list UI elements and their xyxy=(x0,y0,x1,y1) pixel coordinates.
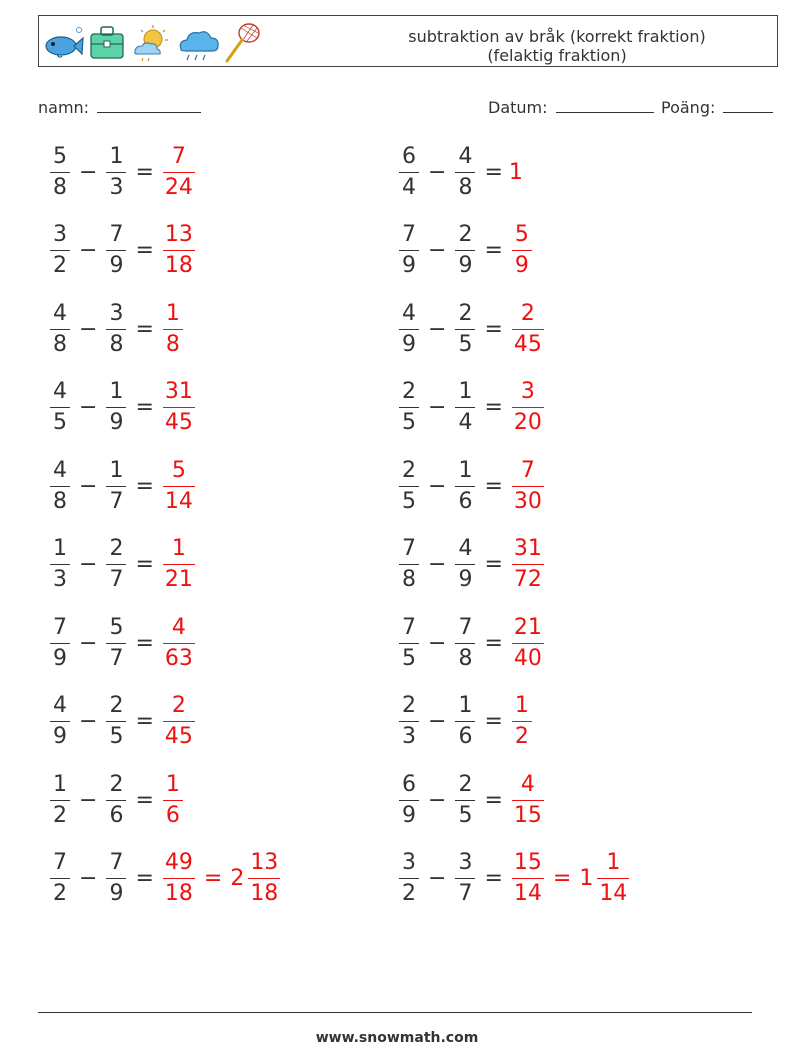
numerator: 4 xyxy=(53,379,67,404)
date-field xyxy=(488,96,654,117)
denominator: 5 xyxy=(399,643,419,672)
footer-url: www.snowmath.com xyxy=(315,1030,479,1046)
equals-sign: = xyxy=(135,395,154,420)
fraction-b xyxy=(106,144,126,201)
minus-sign: − xyxy=(428,473,447,499)
equals-sign: = xyxy=(135,630,154,656)
numerator: 2 xyxy=(109,771,124,797)
equals-sign: = xyxy=(484,159,503,185)
problem-item xyxy=(396,378,547,438)
numerator: 4 xyxy=(402,300,416,326)
fraction-b xyxy=(106,301,126,358)
denominator: 6 xyxy=(106,800,126,829)
numerator: 4 xyxy=(171,614,186,640)
numerator: 3 xyxy=(458,850,473,875)
minus-sign: − xyxy=(428,316,447,342)
denominator: 5 xyxy=(399,486,419,515)
answer-fraction xyxy=(512,458,544,515)
minus-sign: − xyxy=(79,473,98,499)
fraction-a xyxy=(50,379,70,436)
problem-item xyxy=(47,535,198,595)
equals-sign: = xyxy=(484,866,503,891)
numerator: 21 xyxy=(513,614,542,640)
fraction-a xyxy=(399,772,419,829)
fraction-b xyxy=(455,222,475,279)
numerator: 4 xyxy=(520,771,535,797)
denominator: 7 xyxy=(106,486,126,515)
denominator: 14 xyxy=(512,878,544,907)
worksheet-title xyxy=(377,27,737,65)
denominator: 9 xyxy=(455,250,475,279)
equals-sign: = xyxy=(484,552,503,577)
numerator: 2 xyxy=(458,300,473,326)
fraction-b xyxy=(455,144,475,201)
numerator: 1 xyxy=(53,771,67,797)
denominator: 18 xyxy=(163,878,195,907)
denominator: 9 xyxy=(106,878,126,907)
problem-item xyxy=(47,221,198,281)
answer-fraction xyxy=(163,144,195,201)
minus-sign: − xyxy=(79,552,98,577)
fraction-b xyxy=(455,850,475,907)
fraction-a xyxy=(50,772,70,829)
fraction-a xyxy=(399,222,419,279)
answer-fraction xyxy=(512,301,544,358)
denominator: 14 xyxy=(163,486,195,515)
numerator: 7 xyxy=(53,850,67,875)
denominator: 6 xyxy=(163,800,183,829)
answer-fraction xyxy=(163,693,195,750)
denominator: 3 xyxy=(399,721,419,750)
answer-fraction xyxy=(163,301,183,358)
answer-fraction xyxy=(163,615,195,672)
title-line-2: (felaktig fraktion) xyxy=(487,46,627,65)
mixed-fraction xyxy=(248,850,280,907)
numerator: 1 xyxy=(458,693,473,718)
header-icons xyxy=(41,19,261,65)
denominator: 2 xyxy=(399,878,419,907)
denominator: 5 xyxy=(106,721,126,750)
minus-sign: − xyxy=(428,395,447,420)
denominator: 9 xyxy=(50,721,70,750)
minus-sign: − xyxy=(79,238,98,263)
fraction-b xyxy=(106,772,126,829)
score-field xyxy=(661,96,773,117)
denominator: 63 xyxy=(163,643,195,672)
fraction-b xyxy=(106,222,126,279)
denominator: 5 xyxy=(455,329,475,358)
numerator: 49 xyxy=(164,850,193,875)
numerator: 6 xyxy=(402,143,416,169)
equals-sign: = xyxy=(484,787,503,813)
denominator: 18 xyxy=(248,878,280,907)
denominator: 24 xyxy=(163,172,195,201)
minus-sign: − xyxy=(79,866,98,891)
numerator: 1 xyxy=(165,771,180,797)
denominator: 2 xyxy=(50,878,70,907)
denominator: 40 xyxy=(512,643,544,672)
numerator: 3 xyxy=(53,222,67,247)
numerator: 3 xyxy=(520,379,535,404)
numerator: 1 xyxy=(165,300,180,326)
answer-fraction xyxy=(512,850,544,907)
denominator: 7 xyxy=(106,643,126,672)
equals-sign: = xyxy=(135,787,154,813)
mixed-whole: 1 xyxy=(579,866,594,891)
problem-item xyxy=(396,770,547,830)
fraction-a xyxy=(50,144,70,201)
denominator: 9 xyxy=(399,329,419,358)
denominator: 9 xyxy=(50,643,70,672)
denominator: 8 xyxy=(163,329,183,358)
fraction-b xyxy=(455,536,475,593)
problem-item xyxy=(396,142,523,202)
fraction-a xyxy=(50,458,70,515)
minus-sign: − xyxy=(428,709,447,734)
answer-fraction xyxy=(163,458,195,515)
denominator: 5 xyxy=(399,407,419,436)
denominator: 6 xyxy=(455,721,475,750)
name-field xyxy=(38,96,201,117)
numerator: 1 xyxy=(109,457,124,483)
footer-divider xyxy=(38,1012,752,1013)
numerator: 7 xyxy=(402,222,416,247)
problem-item xyxy=(396,456,547,516)
equals-sign: = xyxy=(484,395,503,420)
numerator: 2 xyxy=(458,222,473,247)
denominator: 3 xyxy=(50,564,70,593)
numerator: 15 xyxy=(513,850,542,875)
answer-fraction xyxy=(512,615,544,672)
equals-sign: = xyxy=(135,159,154,185)
minus-sign: − xyxy=(79,709,98,734)
numerator: 2 xyxy=(458,771,473,797)
numerator: 3 xyxy=(109,300,124,326)
net-icon xyxy=(223,20,261,64)
minus-sign: − xyxy=(428,630,447,656)
problem-item xyxy=(47,613,198,673)
numerator: 7 xyxy=(402,536,416,561)
numerator: 4 xyxy=(53,300,67,326)
fraction-a xyxy=(50,301,70,358)
numerator: 1 xyxy=(109,379,124,404)
answer-fraction xyxy=(163,379,195,436)
equals-sign: = xyxy=(135,238,154,263)
problem-item xyxy=(396,535,547,595)
answer-whole: 1 xyxy=(508,159,523,185)
numerator: 7 xyxy=(171,143,186,169)
numerator: 4 xyxy=(53,457,67,483)
denominator: 45 xyxy=(163,407,195,436)
denominator: 4 xyxy=(399,172,419,201)
fraction-b xyxy=(455,615,475,672)
numerator: 7 xyxy=(458,614,473,640)
numerator: 4 xyxy=(53,693,67,718)
minus-sign: − xyxy=(428,238,447,263)
minus-sign: − xyxy=(428,787,447,813)
numerator: 2 xyxy=(109,536,124,561)
fraction-b xyxy=(455,693,475,750)
equals-sign-mixed: = xyxy=(203,866,223,891)
sun-cloud-icon xyxy=(129,22,173,62)
denominator: 8 xyxy=(50,329,70,358)
denominator: 15 xyxy=(512,800,544,829)
fraction-a xyxy=(50,536,70,593)
minus-sign: − xyxy=(79,316,98,342)
title-line-1: subtraktion av bråk (korrekt fraktion) xyxy=(408,27,706,46)
fish-icon xyxy=(41,22,85,62)
denominator: 7 xyxy=(455,878,475,907)
fraction-b xyxy=(455,458,475,515)
fraction-b xyxy=(106,536,126,593)
fraction-b xyxy=(106,693,126,750)
numerator: 7 xyxy=(109,850,124,875)
equals-sign: = xyxy=(484,316,503,342)
fraction-b xyxy=(106,615,126,672)
problem-item xyxy=(47,849,283,909)
numerator: 7 xyxy=(520,457,535,483)
numerator: 1 xyxy=(53,536,67,561)
equals-sign: = xyxy=(484,238,503,263)
denominator: 7 xyxy=(106,564,126,593)
fraction-a xyxy=(50,222,70,279)
numerator: 31 xyxy=(513,536,542,561)
equals-sign: = xyxy=(135,473,154,499)
numerator: 1 xyxy=(171,536,186,561)
numerator: 7 xyxy=(109,222,124,247)
numerator: 7 xyxy=(402,614,416,640)
numerator: 5 xyxy=(53,143,67,169)
numerator: 31 xyxy=(164,379,193,404)
denominator: 8 xyxy=(106,329,126,358)
denominator: 14 xyxy=(597,878,629,907)
numerator: 6 xyxy=(402,771,416,797)
denominator: 5 xyxy=(50,407,70,436)
numerator: 2 xyxy=(402,379,416,404)
minus-sign: − xyxy=(428,552,447,577)
denominator: 2 xyxy=(50,250,70,279)
numerator: 1 xyxy=(606,850,621,875)
denominator: 8 xyxy=(50,172,70,201)
answer-fraction xyxy=(163,850,195,907)
name-line[interactable] xyxy=(97,96,201,113)
minus-sign: − xyxy=(79,630,98,656)
denominator: 72 xyxy=(512,564,544,593)
suitcase-icon xyxy=(87,22,127,62)
numerator: 2 xyxy=(520,300,535,326)
minus-sign: − xyxy=(79,787,98,813)
minus-sign: − xyxy=(79,159,98,185)
problem-item xyxy=(47,692,198,752)
denominator: 9 xyxy=(512,250,532,279)
denominator: 45 xyxy=(163,721,195,750)
equals-sign: = xyxy=(484,630,503,656)
equals-sign-mixed: = xyxy=(552,866,572,891)
numerator: 5 xyxy=(171,457,186,483)
fraction-a xyxy=(399,301,419,358)
numerator: 2 xyxy=(109,693,124,718)
numerator: 7 xyxy=(53,614,67,640)
answer-fraction xyxy=(163,536,195,593)
numerator: 13 xyxy=(164,222,193,247)
minus-sign: − xyxy=(428,866,447,891)
numerator: 13 xyxy=(250,850,279,875)
fraction-a xyxy=(399,379,419,436)
answer-fraction xyxy=(512,772,544,829)
answer-fraction xyxy=(512,536,544,593)
equals-sign: = xyxy=(135,552,154,577)
numerator: 2 xyxy=(402,693,416,718)
denominator: 8 xyxy=(50,486,70,515)
denominator: 2 xyxy=(512,721,532,750)
worksheet-header xyxy=(38,15,778,67)
mixed-fraction xyxy=(597,850,629,907)
fraction-b xyxy=(106,379,126,436)
numerator: 5 xyxy=(514,222,529,247)
denominator: 8 xyxy=(455,172,475,201)
problem-item xyxy=(396,692,535,752)
answer-fraction xyxy=(512,222,532,279)
problem-item xyxy=(47,378,198,438)
problem-item xyxy=(47,456,198,516)
numerator: 1 xyxy=(458,457,473,483)
problem-item xyxy=(396,221,535,281)
fraction-a xyxy=(399,536,419,593)
numerator: 2 xyxy=(402,457,416,483)
problem-item xyxy=(396,613,547,673)
fraction-b xyxy=(455,772,475,829)
fraction-a xyxy=(399,615,419,672)
problem-item xyxy=(47,299,186,359)
denominator: 8 xyxy=(399,564,419,593)
numerator: 5 xyxy=(109,614,124,640)
problem-item xyxy=(47,770,186,830)
denominator: 18 xyxy=(163,250,195,279)
numerator: 4 xyxy=(458,143,473,169)
fraction-a xyxy=(399,850,419,907)
denominator: 5 xyxy=(455,800,475,829)
fraction-a xyxy=(399,693,419,750)
fraction-a xyxy=(399,458,419,515)
problem-item xyxy=(396,299,547,359)
fraction-a xyxy=(50,850,70,907)
fraction-b xyxy=(106,850,126,907)
score-line[interactable] xyxy=(723,96,773,113)
denominator: 8 xyxy=(455,643,475,672)
denominator: 4 xyxy=(455,407,475,436)
denominator: 9 xyxy=(106,250,126,279)
denominator: 3 xyxy=(106,172,126,201)
date-label: Datum: xyxy=(488,98,548,117)
denominator: 2 xyxy=(50,800,70,829)
denominator: 20 xyxy=(512,407,544,436)
denominator: 9 xyxy=(106,407,126,436)
answer-fraction xyxy=(512,379,544,436)
fraction-b xyxy=(106,458,126,515)
problem-item xyxy=(47,142,198,202)
fraction-b xyxy=(455,301,475,358)
equals-sign: = xyxy=(135,709,154,734)
mixed-whole: 2 xyxy=(230,866,245,891)
rain-cloud-icon xyxy=(175,22,221,62)
fraction-b xyxy=(455,379,475,436)
minus-sign: − xyxy=(428,159,447,185)
date-line[interactable] xyxy=(556,96,654,113)
equals-sign: = xyxy=(484,473,503,499)
numerator: 1 xyxy=(109,143,124,169)
denominator: 9 xyxy=(455,564,475,593)
numerator: 4 xyxy=(458,536,473,561)
name-label: namn: xyxy=(38,98,90,117)
denominator: 9 xyxy=(399,800,419,829)
score-label: Poäng: xyxy=(661,98,716,117)
numerator: 2 xyxy=(171,693,186,718)
numerator: 1 xyxy=(514,693,529,718)
equals-sign: = xyxy=(484,709,503,734)
answer-fraction xyxy=(163,772,183,829)
denominator: 9 xyxy=(399,250,419,279)
minus-sign: − xyxy=(79,395,98,420)
problem-item xyxy=(396,849,632,909)
denominator: 30 xyxy=(512,486,544,515)
fraction-a xyxy=(50,615,70,672)
numerator: 3 xyxy=(402,850,416,875)
denominator: 45 xyxy=(512,329,544,358)
answer-fraction xyxy=(512,693,532,750)
equals-sign: = xyxy=(135,866,154,891)
fraction-a xyxy=(50,693,70,750)
denominator: 6 xyxy=(455,486,475,515)
numerator: 1 xyxy=(458,379,473,404)
equals-sign: = xyxy=(135,316,154,342)
answer-fraction xyxy=(163,222,195,279)
fraction-a xyxy=(399,144,419,201)
denominator: 21 xyxy=(163,564,195,593)
